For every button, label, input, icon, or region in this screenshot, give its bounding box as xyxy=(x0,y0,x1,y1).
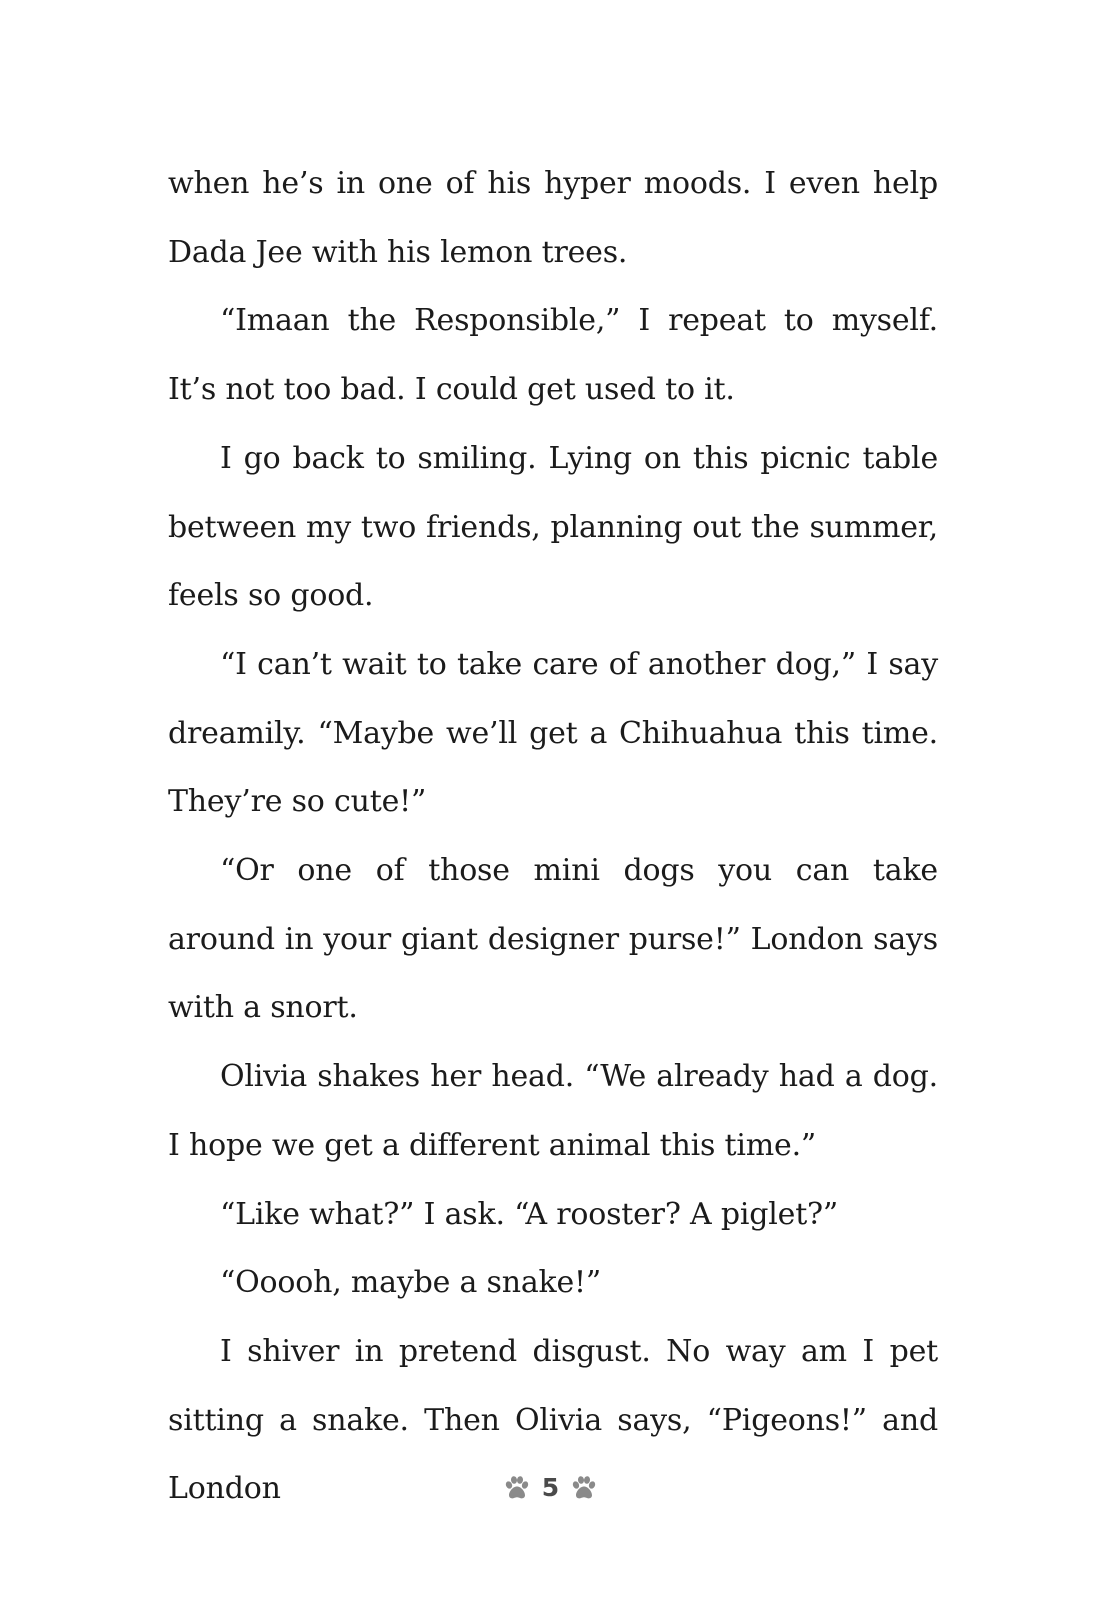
paragraph: Olivia shakes her head. “We already had a dog. I hope we get a different animal this time.” xyxy=(168,1059,938,1163)
body-text xyxy=(168,150,938,1524)
paw-print-icon xyxy=(503,1474,531,1502)
paragraph: “I can’t wait to take care of another dog,” I say dreamily. “Maybe we’ll get a Chihuahua this time. They’re so cute!” xyxy=(168,646,938,820)
paragraph: I go back to smiling. Lying on this picnic table between my two friends, planning out the summer, feels so good. xyxy=(168,440,938,614)
paw-print-icon xyxy=(570,1474,598,1502)
paragraph: “Like what?” I ask. “A rooster? A piglet?” xyxy=(220,1196,839,1232)
paragraph: when he’s in one of his hyper moods. I even help Dada Jee with his lemon trees. xyxy=(168,166,938,270)
paragraph: “Imaan the Responsible,” I repeat to myself. It’s not too bad. I could get used to it. xyxy=(168,303,938,408)
page-number: 5 xyxy=(541,1473,560,1502)
page-footer xyxy=(0,1466,1101,1510)
paragraph: “Or one of those mini dogs you can take around in your giant designer purse!” London says with a snort. xyxy=(168,853,938,1026)
paragraph: “Ooooh, maybe a snake!” xyxy=(220,1265,602,1301)
paragraph: I shiver in pretend disgust. No way am I pet sitting a snake. Then Olivia says, “Pigeons!” and London xyxy=(168,1333,938,1507)
